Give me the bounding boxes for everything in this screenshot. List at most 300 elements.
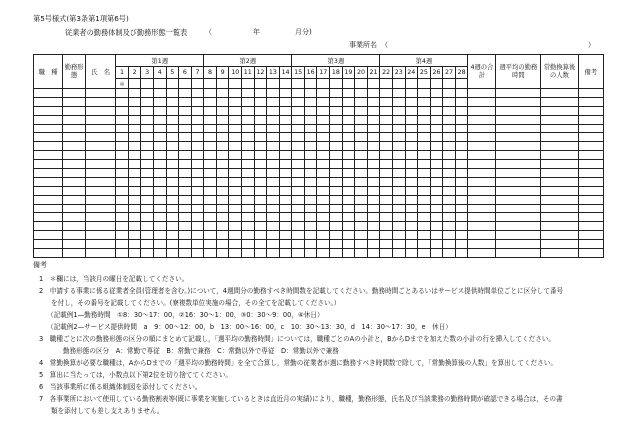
table-cell[interactable]: [241, 133, 254, 142]
table-cell[interactable]: [355, 97, 368, 106]
table-cell[interactable]: [468, 124, 496, 133]
table-cell[interactable]: [578, 115, 603, 124]
table-cell[interactable]: [443, 115, 456, 124]
table-cell[interactable]: [355, 204, 368, 213]
table-cell[interactable]: [468, 160, 496, 169]
table-cell[interactable]: [380, 115, 393, 124]
table-cell[interactable]: [166, 186, 179, 195]
table-cell[interactable]: [254, 97, 267, 106]
table-cell[interactable]: [267, 240, 280, 249]
table-cell[interactable]: [86, 186, 116, 195]
table-cell[interactable]: [63, 186, 86, 195]
table-cell[interactable]: [116, 186, 129, 195]
table-cell[interactable]: [541, 231, 578, 240]
table-cell[interactable]: [191, 195, 204, 204]
table-cell[interactable]: [116, 195, 129, 204]
table-cell[interactable]: [63, 160, 86, 169]
table-cell[interactable]: [267, 89, 280, 98]
table-cell[interactable]: [304, 115, 317, 124]
table-cell[interactable]: [128, 151, 141, 160]
table-cell[interactable]: [86, 151, 116, 160]
table-cell[interactable]: [430, 97, 443, 106]
table-cell[interactable]: [86, 249, 116, 258]
table-cell[interactable]: [578, 169, 603, 178]
table-cell[interactable]: [216, 213, 229, 222]
table-cell[interactable]: [141, 249, 154, 258]
table-cell[interactable]: [116, 169, 129, 178]
table-cell[interactable]: [317, 142, 330, 151]
table-cell[interactable]: [179, 124, 192, 133]
table-cell[interactable]: [229, 115, 242, 124]
table-cell[interactable]: [141, 97, 154, 106]
table-cell[interactable]: [330, 249, 343, 258]
table-cell[interactable]: [229, 106, 242, 115]
table-cell[interactable]: [191, 177, 204, 186]
table-cell[interactable]: [380, 240, 393, 249]
table-cell[interactable]: [254, 151, 267, 160]
table-cell[interactable]: [86, 160, 116, 169]
table-cell[interactable]: [229, 222, 242, 231]
table-cell[interactable]: [267, 249, 280, 258]
table-cell[interactable]: [541, 249, 578, 258]
table-cell[interactable]: [430, 231, 443, 240]
table-cell[interactable]: [141, 133, 154, 142]
table-cell[interactable]: [317, 231, 330, 240]
table-cell[interactable]: [578, 160, 603, 169]
table-cell[interactable]: [330, 89, 343, 98]
table-cell[interactable]: [128, 204, 141, 213]
table-cell[interactable]: [304, 177, 317, 186]
table-cell[interactable]: [292, 249, 305, 258]
table-cell[interactable]: [304, 240, 317, 249]
table-cell[interactable]: [367, 186, 380, 195]
table-cell[interactable]: [267, 222, 280, 231]
table-cell[interactable]: [166, 222, 179, 231]
table-cell[interactable]: [443, 186, 456, 195]
table-cell[interactable]: [496, 213, 541, 222]
table-cell[interactable]: [141, 142, 154, 151]
table-cell[interactable]: [34, 231, 63, 240]
table-cell[interactable]: [116, 142, 129, 151]
table-cell[interactable]: [86, 240, 116, 249]
table-cell[interactable]: [304, 213, 317, 222]
table-cell[interactable]: [317, 97, 330, 106]
table-cell[interactable]: [455, 151, 468, 160]
table-cell[interactable]: [128, 222, 141, 231]
table-cell[interactable]: [241, 177, 254, 186]
table-cell[interactable]: [254, 106, 267, 115]
table-cell[interactable]: [304, 249, 317, 258]
table-cell[interactable]: [241, 186, 254, 195]
table-cell[interactable]: [355, 169, 368, 178]
table-cell[interactable]: [204, 186, 217, 195]
table-cell[interactable]: [153, 213, 166, 222]
table-cell[interactable]: [254, 204, 267, 213]
table-cell[interactable]: [443, 195, 456, 204]
table-cell[interactable]: [179, 249, 192, 258]
table-cell[interactable]: [191, 231, 204, 240]
table-cell[interactable]: [204, 151, 217, 160]
table-cell[interactable]: [216, 169, 229, 178]
table-cell[interactable]: [392, 89, 405, 98]
table-cell[interactable]: [216, 177, 229, 186]
table-cell[interactable]: [141, 222, 154, 231]
table-cell[interactable]: [578, 213, 603, 222]
table-cell[interactable]: [34, 169, 63, 178]
table-cell[interactable]: [63, 222, 86, 231]
table-cell[interactable]: [430, 133, 443, 142]
table-cell[interactable]: [216, 222, 229, 231]
table-cell[interactable]: [392, 231, 405, 240]
table-cell[interactable]: [330, 222, 343, 231]
table-cell[interactable]: [128, 106, 141, 115]
table-cell[interactable]: [380, 97, 393, 106]
table-cell[interactable]: [166, 142, 179, 151]
table-cell[interactable]: [63, 89, 86, 98]
table-cell[interactable]: [496, 151, 541, 160]
table-cell[interactable]: [128, 115, 141, 124]
table-cell[interactable]: [63, 177, 86, 186]
table-cell[interactable]: [292, 240, 305, 249]
table-cell[interactable]: [128, 142, 141, 151]
table-cell[interactable]: [229, 160, 242, 169]
table-cell[interactable]: [63, 115, 86, 124]
table-cell[interactable]: [204, 124, 217, 133]
table-cell[interactable]: [153, 160, 166, 169]
table-cell[interactable]: [443, 89, 456, 98]
table-cell[interactable]: [418, 177, 431, 186]
table-cell[interactable]: [267, 169, 280, 178]
table-cell[interactable]: [216, 151, 229, 160]
table-cell[interactable]: [179, 106, 192, 115]
table-cell[interactable]: [541, 186, 578, 195]
table-cell[interactable]: [86, 89, 116, 98]
table-cell[interactable]: [153, 151, 166, 160]
table-cell[interactable]: [330, 106, 343, 115]
table-cell[interactable]: [128, 89, 141, 98]
table-cell[interactable]: [63, 97, 86, 106]
table-cell[interactable]: [468, 186, 496, 195]
table-cell[interactable]: [355, 160, 368, 169]
table-cell[interactable]: [179, 133, 192, 142]
table-cell[interactable]: [367, 151, 380, 160]
table-cell[interactable]: [468, 195, 496, 204]
table-cell[interactable]: [342, 133, 355, 142]
table-cell[interactable]: [455, 195, 468, 204]
table-cell[interactable]: [418, 186, 431, 195]
table-cell[interactable]: [292, 106, 305, 115]
table-cell[interactable]: [342, 97, 355, 106]
table-cell[interactable]: [392, 97, 405, 106]
table-cell[interactable]: [317, 177, 330, 186]
table-cell[interactable]: [496, 249, 541, 258]
table-cell[interactable]: [455, 89, 468, 98]
table-cell[interactable]: [267, 186, 280, 195]
table-cell[interactable]: [330, 142, 343, 151]
table-cell[interactable]: [455, 97, 468, 106]
table-cell[interactable]: [367, 106, 380, 115]
table-cell[interactable]: [430, 213, 443, 222]
table-cell[interactable]: [153, 177, 166, 186]
table-cell[interactable]: [405, 204, 418, 213]
table-cell[interactable]: [468, 115, 496, 124]
table-cell[interactable]: [405, 142, 418, 151]
table-cell[interactable]: [204, 195, 217, 204]
table-cell[interactable]: [317, 169, 330, 178]
table-cell[interactable]: [128, 213, 141, 222]
table-cell[interactable]: [229, 142, 242, 151]
table-cell[interactable]: [279, 213, 292, 222]
table-cell[interactable]: [116, 240, 129, 249]
table-cell[interactable]: [367, 213, 380, 222]
table-cell[interactable]: [267, 160, 280, 169]
table-cell[interactable]: [342, 177, 355, 186]
table-cell[interactable]: [330, 177, 343, 186]
table-cell[interactable]: [204, 240, 217, 249]
table-cell[interactable]: [392, 142, 405, 151]
table-cell[interactable]: [141, 124, 154, 133]
table-cell[interactable]: [204, 213, 217, 222]
table-cell[interactable]: [86, 204, 116, 213]
table-cell[interactable]: [254, 89, 267, 98]
table-cell[interactable]: [468, 249, 496, 258]
table-cell[interactable]: [216, 124, 229, 133]
table-cell[interactable]: [34, 186, 63, 195]
table-cell[interactable]: [355, 89, 368, 98]
table-cell[interactable]: [430, 160, 443, 169]
table-cell[interactable]: [418, 97, 431, 106]
table-cell[interactable]: [34, 106, 63, 115]
table-cell[interactable]: [166, 151, 179, 160]
table-cell[interactable]: [468, 222, 496, 231]
table-cell[interactable]: [191, 169, 204, 178]
table-cell[interactable]: [229, 97, 242, 106]
table-cell[interactable]: [179, 97, 192, 106]
table-cell[interactable]: [430, 249, 443, 258]
table-cell[interactable]: [392, 204, 405, 213]
table-cell[interactable]: [216, 186, 229, 195]
table-cell[interactable]: [191, 222, 204, 231]
table-cell[interactable]: [254, 249, 267, 258]
table-cell[interactable]: [430, 151, 443, 160]
table-cell[interactable]: [430, 195, 443, 204]
table-cell[interactable]: [86, 231, 116, 240]
table-cell[interactable]: [141, 213, 154, 222]
table-cell[interactable]: [405, 213, 418, 222]
table-cell[interactable]: [430, 106, 443, 115]
table-cell[interactable]: [166, 204, 179, 213]
table-cell[interactable]: [279, 222, 292, 231]
table-cell[interactable]: [267, 133, 280, 142]
table-cell[interactable]: [254, 133, 267, 142]
table-cell[interactable]: [355, 177, 368, 186]
table-cell[interactable]: [141, 151, 154, 160]
table-cell[interactable]: [254, 160, 267, 169]
table-cell[interactable]: [541, 124, 578, 133]
table-cell[interactable]: [455, 213, 468, 222]
table-cell[interactable]: [367, 97, 380, 106]
table-cell[interactable]: [279, 89, 292, 98]
table-cell[interactable]: [468, 213, 496, 222]
table-cell[interactable]: [179, 160, 192, 169]
table-cell[interactable]: [355, 124, 368, 133]
table-cell[interactable]: [191, 240, 204, 249]
table-cell[interactable]: [153, 169, 166, 178]
table-cell[interactable]: [241, 124, 254, 133]
table-cell[interactable]: [541, 142, 578, 151]
table-cell[interactable]: [541, 213, 578, 222]
table-cell[interactable]: [496, 186, 541, 195]
table-cell[interactable]: [34, 204, 63, 213]
table-cell[interactable]: [241, 151, 254, 160]
table-cell[interactable]: [86, 106, 116, 115]
table-cell[interactable]: [317, 195, 330, 204]
table-cell[interactable]: [405, 195, 418, 204]
table-cell[interactable]: [430, 204, 443, 213]
table-cell[interactable]: [578, 151, 603, 160]
table-cell[interactable]: [254, 177, 267, 186]
table-cell[interactable]: [443, 231, 456, 240]
table-cell[interactable]: [267, 195, 280, 204]
table-cell[interactable]: [179, 177, 192, 186]
table-cell[interactable]: [204, 142, 217, 151]
table-cell[interactable]: [541, 89, 578, 98]
table-cell[interactable]: [468, 151, 496, 160]
table-cell[interactable]: [578, 249, 603, 258]
table-cell[interactable]: [317, 124, 330, 133]
table-cell[interactable]: [179, 186, 192, 195]
table-cell[interactable]: [330, 195, 343, 204]
table-cell[interactable]: [468, 133, 496, 142]
table-cell[interactable]: [443, 240, 456, 249]
table-cell[interactable]: [153, 89, 166, 98]
table-cell[interactable]: [405, 115, 418, 124]
table-cell[interactable]: [392, 177, 405, 186]
table-cell[interactable]: [443, 249, 456, 258]
table-cell[interactable]: [292, 195, 305, 204]
table-cell[interactable]: [292, 151, 305, 160]
table-cell[interactable]: [392, 160, 405, 169]
table-cell[interactable]: [578, 231, 603, 240]
table-cell[interactable]: [141, 204, 154, 213]
table-cell[interactable]: [166, 231, 179, 240]
table-cell[interactable]: [229, 124, 242, 133]
table-cell[interactable]: [443, 106, 456, 115]
table-cell[interactable]: [241, 249, 254, 258]
table-cell[interactable]: [153, 249, 166, 258]
table-cell[interactable]: [380, 177, 393, 186]
table-cell[interactable]: [191, 124, 204, 133]
table-cell[interactable]: [342, 186, 355, 195]
table-cell[interactable]: [304, 222, 317, 231]
table-cell[interactable]: [153, 186, 166, 195]
table-cell[interactable]: [34, 240, 63, 249]
table-cell[interactable]: [392, 249, 405, 258]
table-cell[interactable]: [141, 195, 154, 204]
table-cell[interactable]: [355, 195, 368, 204]
table-cell[interactable]: [455, 204, 468, 213]
table-cell[interactable]: [541, 222, 578, 231]
table-cell[interactable]: [34, 177, 63, 186]
table-cell[interactable]: [254, 222, 267, 231]
table-cell[interactable]: [128, 231, 141, 240]
table-cell[interactable]: [216, 204, 229, 213]
table-cell[interactable]: [179, 89, 192, 98]
table-cell[interactable]: [541, 195, 578, 204]
table-cell[interactable]: [578, 142, 603, 151]
table-cell[interactable]: [380, 133, 393, 142]
table-cell[interactable]: [496, 97, 541, 106]
table-cell[interactable]: [430, 89, 443, 98]
table-cell[interactable]: [267, 151, 280, 160]
table-cell[interactable]: [468, 106, 496, 115]
table-cell[interactable]: [367, 133, 380, 142]
table-cell[interactable]: [179, 222, 192, 231]
table-cell[interactable]: [367, 240, 380, 249]
table-cell[interactable]: [153, 204, 166, 213]
table-cell[interactable]: [204, 89, 217, 98]
table-cell[interactable]: [86, 142, 116, 151]
table-cell[interactable]: [241, 115, 254, 124]
table-cell[interactable]: [430, 240, 443, 249]
table-cell[interactable]: [34, 89, 63, 98]
table-cell[interactable]: [241, 231, 254, 240]
table-cell[interactable]: [496, 240, 541, 249]
table-cell[interactable]: [367, 177, 380, 186]
table-cell[interactable]: [355, 142, 368, 151]
table-cell[interactable]: [443, 133, 456, 142]
table-cell[interactable]: [496, 231, 541, 240]
table-cell[interactable]: [141, 186, 154, 195]
table-cell[interactable]: [204, 160, 217, 169]
table-cell[interactable]: [63, 133, 86, 142]
table-cell[interactable]: [86, 177, 116, 186]
table-cell[interactable]: [116, 213, 129, 222]
table-cell[interactable]: [241, 169, 254, 178]
table-cell[interactable]: [166, 195, 179, 204]
table-cell[interactable]: [405, 160, 418, 169]
table-cell[interactable]: [166, 160, 179, 169]
table-cell[interactable]: [418, 89, 431, 98]
table-cell[interactable]: [342, 124, 355, 133]
table-cell[interactable]: [166, 213, 179, 222]
table-cell[interactable]: [191, 204, 204, 213]
table-cell[interactable]: [380, 186, 393, 195]
table-cell[interactable]: [430, 124, 443, 133]
table-cell[interactable]: [455, 124, 468, 133]
table-cell[interactable]: [418, 213, 431, 222]
table-cell[interactable]: [468, 240, 496, 249]
table-cell[interactable]: [578, 133, 603, 142]
table-cell[interactable]: [241, 204, 254, 213]
table-cell[interactable]: [216, 195, 229, 204]
table-cell[interactable]: [418, 195, 431, 204]
table-cell[interactable]: [317, 186, 330, 195]
table-cell[interactable]: [380, 169, 393, 178]
table-cell[interactable]: [254, 186, 267, 195]
table-cell[interactable]: [34, 222, 63, 231]
table-cell[interactable]: [241, 97, 254, 106]
table-cell[interactable]: [34, 151, 63, 160]
table-cell[interactable]: [342, 142, 355, 151]
table-cell[interactable]: [63, 142, 86, 151]
table-cell[interactable]: [116, 133, 129, 142]
table-cell[interactable]: [267, 204, 280, 213]
table-cell[interactable]: [455, 142, 468, 151]
table-cell[interactable]: [541, 160, 578, 169]
table-cell[interactable]: [342, 195, 355, 204]
table-cell[interactable]: [86, 222, 116, 231]
